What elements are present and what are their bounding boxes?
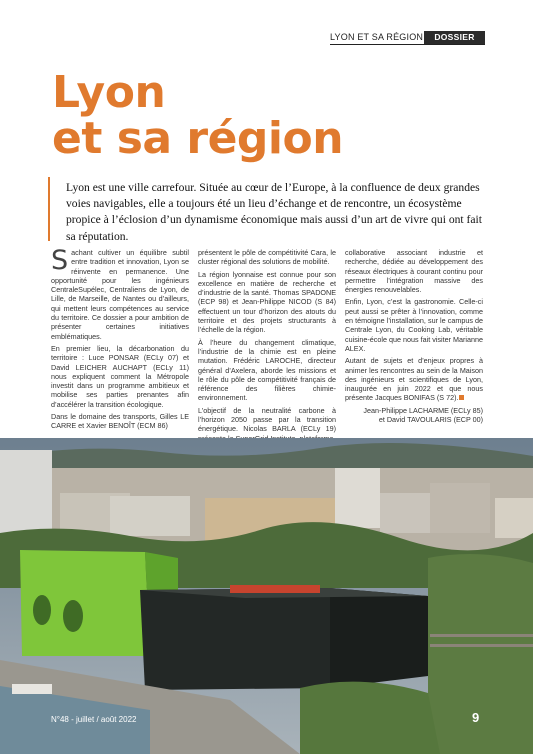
author-line-1: Jean-Philippe LACHARME (ECLy 85) — [363, 405, 483, 415]
header-rule — [330, 44, 485, 45]
intro-accent-bar — [48, 177, 50, 241]
section-title: LYON ET SA RÉGION — [330, 32, 424, 42]
title-line-2: et sa région — [52, 113, 344, 164]
col2-paragraph-1: présentent le pôle de compétitivité Cara, le cluster régional des solutions de mobilité. — [198, 248, 336, 267]
drop-cap: S — [51, 245, 69, 276]
col2-paragraph-4: L’objectif de la neutralité carbone à l’horizon 2050 passe par la transition énergétique. Nicolas BARLA (ECLy 19) — [198, 405, 336, 434]
intro-paragraph: Lyon est une ville carrefour. Située au cœur de l’Europe, à la confluence de deux grandes voies navigables, elle a toujours été un lieu d’échange et de rencontre, un écosystème propice à l’éclosion d’un dynamisme économique mais aussi d’un art de vivre qui ont fait sa réputation. — [66, 181, 482, 243]
col3-paragraph-1: collaborative associant industrie et recherche, dédiée au développement des réseaux électriques à courant continu pour permettre l’intégration massive des énergies renouvelables. — [345, 248, 483, 295]
page-number: 9 — [472, 710, 480, 725]
col1-paragraph-2: En premier lieu, la décarbonation du territoire : Luce PONSAR (ECLy 07) et David LEICHER AUCHAPT (ECLy 11) nous expliquent comment la Métropole investit dans un programme ambitieux et mobilise ses parties prenantes afin d’accélérer la transition écologique. — [51, 343, 189, 409]
column-2 — [198, 248, 336, 446]
column-1 — [51, 245, 189, 434]
col2-paragraph-2: La région lyonnaise est connue pour son excellence en matière de recherche et d’industrie de la santé. Thomas SPADONE (ECP 98) et Jean-Philippe NICOD (S 84) effectuent un tour d’horizon des atouts du territoire et des projets structurants à l’échelle de la région. — [198, 269, 336, 335]
col1-paragraph-1: achant cultiver un équilibre subtil entre tradition et innovation, Lyon se réinvente en permanence. Une opportunité pour les ingénieurs CentraleSupélec, Centraliens de Lyon, de Lille, de Marseille, de Nantes ou d’ailleurs, qui mettent leurs compétences au service du territoire. Ce dossier a pour ambition de présenter certaines initiatives emblématiques. — [51, 248, 189, 341]
author-credit — [345, 406, 483, 425]
author-line-2: et David TAVOULARIS (ECP 00) — [378, 415, 483, 425]
column-3 — [345, 248, 483, 427]
dossier-badge: DOSSIER — [424, 31, 485, 44]
col1-paragraph-3: Dans le domaine des transports, Gilles LE CARRE et Xavier BENOÎT (ECM 86) — [51, 412, 189, 431]
page-title — [52, 67, 344, 164]
end-mark-icon — [459, 395, 464, 400]
title-line-1: Lyon — [52, 67, 166, 118]
running-header — [0, 31, 533, 45]
lyon-city-photo — [0, 438, 533, 754]
issue-footer: N°48 - juillet / août 2022 — [51, 715, 137, 724]
col3-paragraph-3: Autant de sujets et d’enjeux propres à animer les rencontres au sein de la Maison des ingénieurs et scientifiques de Lyon, inaugurée en juin 2022 et que nous présente Jacques BONIFAS (S 72). — [345, 356, 483, 403]
col2-paragraph-3: À l’heure du changement climatique, l’industrie de la chimie est en pleine mutation. Frédéric LAROCHE, directeur général d’Axelera, aborde les missions et le rôle du pôle de compétitivité français de référence des filières chimie-environnement. — [198, 337, 336, 403]
col3-paragraph-2: Enfin, Lyon, c’est la gastronomie. Celle-ci peut aussi se prêter à l’innovation, comme en témoigne l’installation, sur le campus de Centrale Lyon, du Cooking Lab, véritable cuisine-école que nous fait visiter Marianne ALEX. — [345, 297, 483, 353]
